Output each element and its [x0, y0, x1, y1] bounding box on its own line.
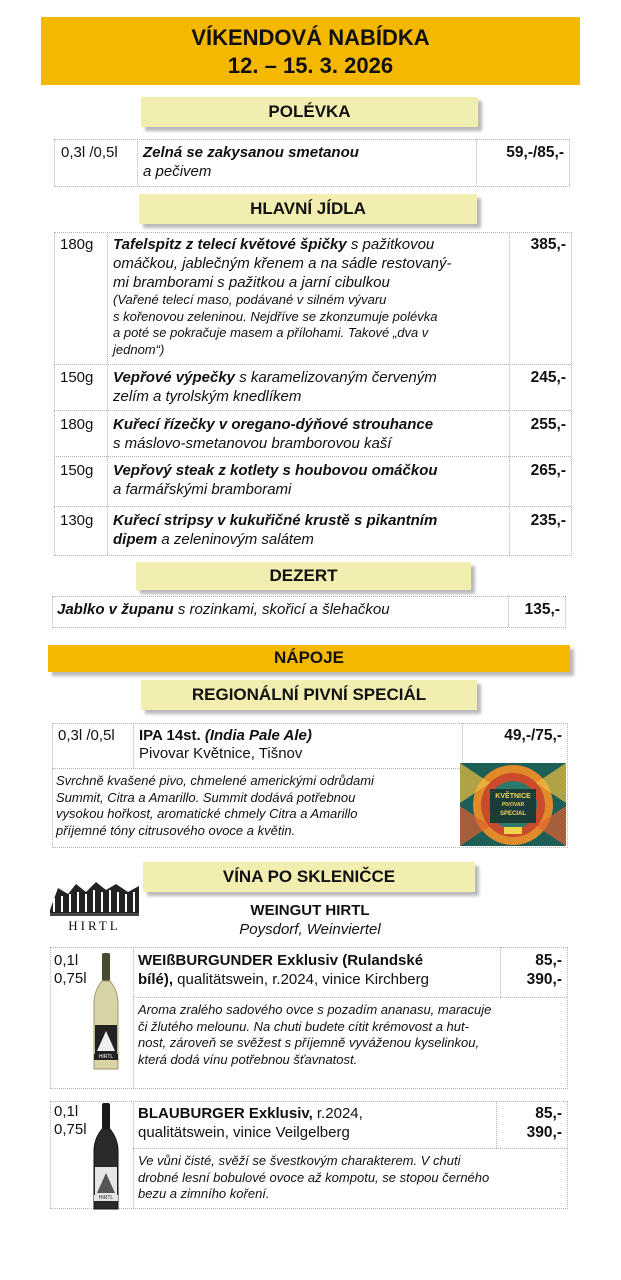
- wine-price: [502, 951, 562, 989]
- main-item: [113, 461, 509, 499]
- note-line: jednom“): [113, 341, 165, 357]
- main-price: 265,-: [530, 462, 566, 479]
- bottle-label: HIRTL: [94, 1195, 118, 1201]
- main-desc: mi bramborami s pažitkou a jarní cibulkou: [113, 274, 390, 291]
- winery-name: WEINGUT HIRTL: [250, 902, 370, 919]
- beer-name: IPA 14st.: [139, 727, 205, 744]
- divider: [133, 947, 134, 1088]
- wine-title: [138, 1104, 496, 1142]
- main-name: Kuřecí stripsy v kukuřičné krustě s pikantním: [113, 512, 438, 529]
- wine-price-glass: 85,-: [535, 952, 562, 969]
- main-name: Vepřový steak z kotlety s houbovou omáčkou: [113, 462, 438, 479]
- main-item: [113, 235, 509, 292]
- main-desc: a zeleninovým salátem: [157, 531, 314, 548]
- main-name: Tafelspitz z telecí květové špičky: [113, 236, 347, 253]
- main-item: [113, 368, 509, 406]
- beer-label-text: [493, 792, 533, 819]
- wine-note-line: bezu a zimního koření.: [138, 1186, 270, 1201]
- main-desc: s pažitkovou: [346, 236, 435, 253]
- beer-style: (India Pale Ale): [204, 727, 312, 744]
- offer-dates: 12. – 15. 3. 2026: [227, 53, 394, 78]
- main-price: 245,-: [530, 369, 566, 386]
- row-divider: [133, 997, 567, 998]
- note-line: (Vařené telecí maso, podávané v silném vývaru: [113, 292, 387, 307]
- section-heading-mains: HLAVNÍ JÍDLA: [139, 194, 477, 224]
- wine-price-glass: 85,-: [535, 1105, 562, 1122]
- beer-label-special: SPECIAL: [499, 811, 526, 817]
- section-heading-drinks: NÁPOJE: [48, 645, 570, 672]
- wine-name: BLAUBURGER Exklusiv,: [138, 1105, 313, 1122]
- wine-portion: [54, 1103, 87, 1139]
- dessert-desc: s rozinkami, skořicí a šlehačkou: [173, 601, 390, 618]
- wine-price-bottle: 390,-: [526, 1124, 562, 1141]
- divider: [500, 947, 501, 997]
- main-weight: 180g: [60, 416, 94, 433]
- beer-portion: 0,3l /0,5l: [58, 727, 115, 744]
- wine-price-bottle: 390,-: [526, 971, 562, 988]
- wine-portion-bottle: 0,75l: [54, 1121, 87, 1138]
- page-title: VÍKENDOVÁ NABÍDKA: [191, 25, 430, 50]
- wine-portion-small: 0,1l: [54, 1103, 79, 1120]
- bottle-label: HIRTL: [94, 1054, 118, 1060]
- main-note: [113, 292, 509, 358]
- wine-bottle-image: [91, 1103, 121, 1211]
- wine-note: [138, 1002, 566, 1068]
- wine-bottle-image: [91, 953, 121, 1071]
- wine-note-line: či žlutého melounu. Na chuti budete cítit krémovost a hut-: [138, 1018, 469, 1034]
- main-price: 235,-: [530, 512, 566, 529]
- beer-desc-line: Svrchně kvašené pivo, chmelené americkými odrůdami: [56, 773, 374, 788]
- main-desc: omáčkou, jablečným křenem a na sádle restovaný-: [113, 255, 452, 272]
- main-desc: s karamelizovaným červeným: [235, 369, 437, 386]
- wine-portion: [54, 952, 87, 988]
- main-name: Vepřové výpečky: [113, 369, 236, 386]
- wine-note-line: Aroma zralého sadového ovce s pozadím ananasu, maracuje: [138, 1002, 492, 1017]
- wine-desc: qualitätswein, r.2024, vinice Kirchberg: [173, 971, 429, 988]
- main-desc: a farmářskými bramborami: [113, 481, 292, 498]
- divider: [508, 596, 509, 627]
- main-weight: 150g: [60, 462, 94, 479]
- main-item: [113, 511, 509, 549]
- wine-name: WEIßBURGUNDER Exklusiv (Rulandské: [138, 952, 424, 969]
- main-weight: 150g: [60, 369, 94, 386]
- divider: [476, 139, 477, 186]
- wine-note-line: drobné lesní bobulové ovoce až kompotu, se stopou černého: [138, 1169, 490, 1185]
- beer-desc-line: Summit, Citra a Amarillo. Summit dodává potřebnou: [56, 789, 356, 805]
- section-heading-soup: POLÉVKA: [141, 97, 478, 127]
- beer-label-image: [460, 763, 566, 846]
- section-heading-dessert: DEZERT: [136, 562, 471, 590]
- divider: [133, 723, 134, 768]
- divider: [137, 139, 138, 186]
- wine-portion-small: 0,1l: [54, 952, 79, 969]
- wine-desc: qualitätswein, vinice Veilgelberg: [138, 1124, 350, 1141]
- soup-price: 59,-/85,-: [506, 144, 564, 161]
- main-weight: 130g: [60, 512, 94, 529]
- row-divider: [54, 456, 571, 457]
- beer-label-brand: KVĚTNICE: [495, 793, 531, 800]
- note-line: s kořenovou zeleninou. Nejdříve se zkonzumuje polévka: [113, 308, 438, 324]
- main-name: dipem: [113, 531, 158, 548]
- soup-portion: 0,3l /0,5l: [61, 144, 118, 161]
- section-heading-wine: VÍNA PO SKLENIČCE: [143, 862, 475, 892]
- soup-desc: a pečivem: [143, 163, 212, 180]
- beer-description: [56, 773, 456, 839]
- beer-price: 49,-/75,-: [504, 727, 562, 744]
- main-weight: 180g: [60, 236, 94, 253]
- wine-note-line: která dodá vínu potřebnou šťavnatost.: [138, 1051, 358, 1067]
- dessert-item: [57, 600, 390, 619]
- vineyard-logo-art: [48, 880, 141, 918]
- wine-portion-bottle: 0,75l: [54, 970, 87, 987]
- main-price: 385,-: [530, 236, 566, 253]
- row-divider: [54, 506, 571, 507]
- winery-region: Poysdorf, Weinviertel: [239, 921, 381, 938]
- beer-desc-line: vysokou hořkost, aromatické chmely Citra a Amarillo: [56, 806, 358, 821]
- divider: [462, 723, 463, 768]
- wine-price: [498, 1104, 562, 1142]
- wine-note: [138, 1153, 566, 1203]
- main-desc: zelím a tyrolským knedlíkem: [113, 388, 302, 405]
- main-item: [113, 415, 509, 453]
- divider: [133, 1101, 134, 1208]
- row-divider: [54, 410, 571, 411]
- main-desc: s máslovo-smetanovou bramborovou kaší: [113, 435, 392, 452]
- main-name: Kuřecí řízečky v oregano-dýňové strouhance: [113, 416, 434, 433]
- section-heading-beer: REGIONÁLNÍ PIVNÍ SPECIÁL: [141, 680, 477, 710]
- dessert-price: 135,-: [524, 601, 560, 618]
- dessert-name: Jablko v županu: [57, 601, 174, 618]
- wine-note-line: nost, zároveň se svěžest s příjemně vyváženou kyselinkou,: [138, 1035, 480, 1050]
- beer-desc-line: příjemné tóny citrusového ovoce a květin.: [56, 822, 296, 838]
- note-line: a poté se pokračuje masem a přílohami. Takové „dva v: [113, 325, 429, 340]
- header-banner: [41, 17, 580, 85]
- hirtl-logo-text: HIRTL: [68, 918, 121, 933]
- wine-name-cont: bílé),: [138, 971, 174, 988]
- row-divider: [52, 768, 462, 769]
- row-divider: [54, 364, 571, 365]
- main-price: 255,-: [530, 416, 566, 433]
- beer-label-sub: PIVOVAR: [501, 802, 525, 808]
- soup-name: Zelná se zakysanou smetanou: [143, 144, 359, 161]
- divider: [496, 1101, 497, 1148]
- row-divider: [133, 1148, 567, 1149]
- beer-title: [139, 726, 312, 745]
- wine-note-line: Ve vůni čisté, svěží se švestkovým charakterem. V chuti: [138, 1153, 461, 1168]
- beer-brewery: Pivovar Květnice, Tišnov: [139, 745, 303, 762]
- hirtl-logo: [48, 880, 141, 932]
- wine-title: [138, 951, 500, 989]
- wine-desc: r.2024,: [312, 1105, 363, 1122]
